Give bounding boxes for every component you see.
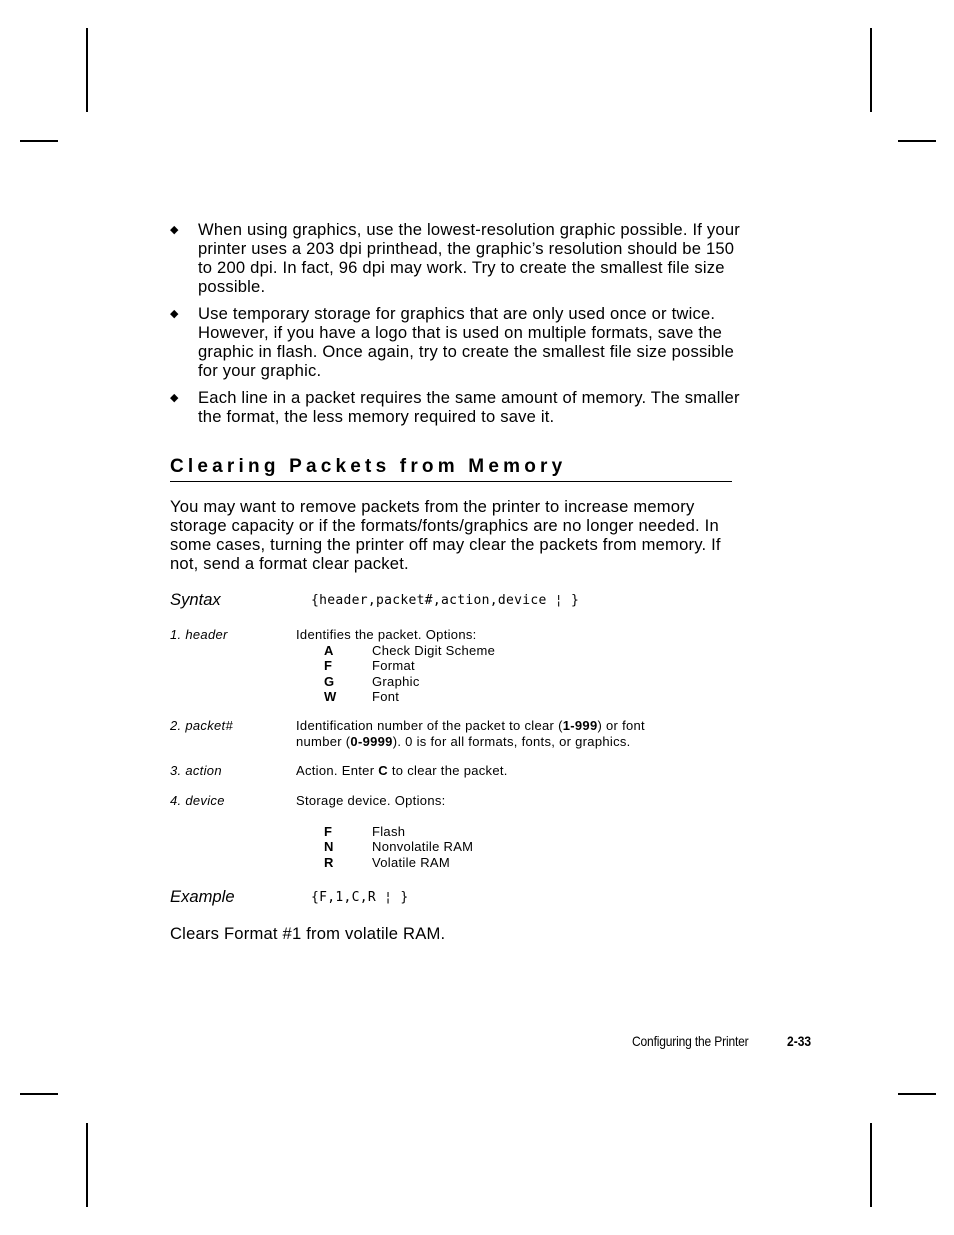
option-code: G bbox=[324, 673, 335, 689]
param-device-name: 4. device bbox=[170, 793, 225, 808]
crop-mark-bottom-right-vertical bbox=[870, 1123, 872, 1207]
param-header-name: 1. header bbox=[170, 627, 228, 642]
bullet-text: When using graphics, use the lowest-resolution graphic possible. If your printer uses a 203 dpi printhead, the graphic’s resolution should be 150 to 200 dpi. In fact, 96 dpi may work. Try to create the smallest file size possible. bbox=[198, 220, 740, 296]
list-item bbox=[170, 388, 740, 426]
option-row bbox=[296, 674, 716, 690]
param-packet-line-2 bbox=[296, 734, 716, 750]
bullet-list bbox=[170, 220, 740, 434]
param-header-desc bbox=[296, 627, 716, 705]
option-code: N bbox=[324, 839, 334, 854]
option-row bbox=[296, 855, 716, 871]
option-code: W bbox=[324, 689, 337, 704]
option-code: F bbox=[324, 823, 333, 839]
param-packet-line-1 bbox=[296, 718, 716, 734]
crop-mark-top-left-horizontal bbox=[20, 140, 58, 142]
option-row bbox=[296, 643, 716, 659]
option-text: Format bbox=[372, 658, 415, 673]
syntax-label: Syntax bbox=[170, 590, 221, 609]
bullet-text: Each line in a packet requires the same amount of memory. The smaller the format, the less memory required to save it. bbox=[198, 388, 740, 426]
desc-text: ). 0 is for all formats, fonts, or graphics. bbox=[392, 733, 631, 749]
param-device-text: Storage device. Options: bbox=[296, 793, 446, 808]
section-intro: You may want to remove packets from the printer to increase memory storage capacity or if the formats/fonts/graphics are no longer needed. In some cases, turning the printer off may clear the packets from memory. If not, send a format clear packet. bbox=[170, 497, 721, 573]
param-device-desc bbox=[296, 793, 716, 870]
param-packet-desc bbox=[296, 718, 716, 749]
crop-mark-bottom-left-vertical bbox=[86, 1123, 88, 1207]
crop-mark-top-right-horizontal bbox=[898, 140, 936, 142]
desc-text: ) or font bbox=[597, 718, 645, 733]
option-text: Font bbox=[372, 689, 400, 704]
diamond-bullet-icon: ◆ bbox=[170, 224, 179, 236]
bullet-text: Use temporary storage for graphics that are only used once or twice. However, if you have a logo that is used on multiple formats, save the graphic in flash. Once again, try to create the smallest file size possible for your graphic. bbox=[198, 304, 735, 380]
option-text: Nonvolatile RAM bbox=[372, 839, 474, 854]
option-text: Check Digit Scheme bbox=[372, 642, 496, 658]
syntax-code: {header,packet#,action,device ¦ } bbox=[311, 593, 580, 608]
font-range: 0-9999 bbox=[350, 733, 393, 749]
option-row bbox=[296, 839, 716, 855]
param-action-name: 3. action bbox=[170, 763, 222, 778]
option-code: A bbox=[324, 642, 334, 658]
option-row bbox=[296, 824, 716, 840]
desc-text: to clear the packet. bbox=[387, 763, 508, 778]
option-code: R bbox=[324, 854, 334, 870]
desc-text: Identification number of the packet to clear ( bbox=[296, 718, 563, 733]
page-footer bbox=[632, 1032, 832, 1050]
list-item bbox=[170, 220, 740, 296]
list-item bbox=[170, 304, 740, 380]
action-code: C bbox=[378, 763, 388, 778]
packet-range: 1-999 bbox=[562, 718, 598, 733]
desc-text: Action. Enter bbox=[296, 763, 379, 778]
diamond-bullet-icon: ◆ bbox=[170, 392, 179, 404]
option-text: Graphic bbox=[372, 673, 420, 689]
option-code: F bbox=[324, 658, 333, 673]
option-row bbox=[296, 689, 716, 705]
crop-mark-bottom-left-horizontal bbox=[20, 1093, 58, 1095]
example-code: {F,1,C,R ¦ } bbox=[311, 890, 409, 905]
option-text: Flash bbox=[372, 823, 406, 839]
crop-mark-top-left-vertical bbox=[86, 28, 88, 112]
param-packet-name: 2. packet# bbox=[170, 718, 233, 733]
footer-title: Configuring the Printer bbox=[632, 1033, 749, 1049]
option-row bbox=[296, 658, 716, 674]
example-result: Clears Format #1 from volatile RAM. bbox=[170, 924, 446, 943]
example-label: Example bbox=[170, 887, 235, 906]
crop-mark-bottom-right-horizontal bbox=[898, 1093, 936, 1095]
page-number: 2-33 bbox=[787, 1033, 812, 1049]
desc-text: number ( bbox=[296, 733, 351, 749]
param-action-desc bbox=[296, 763, 716, 779]
diamond-bullet-icon: ◆ bbox=[170, 308, 179, 320]
section-heading: Clearing Packets from Memory bbox=[170, 455, 732, 482]
param-header-text: Identifies the packet. Options: bbox=[296, 627, 477, 642]
option-text: Volatile RAM bbox=[372, 854, 451, 870]
crop-mark-top-right-vertical bbox=[870, 28, 872, 112]
